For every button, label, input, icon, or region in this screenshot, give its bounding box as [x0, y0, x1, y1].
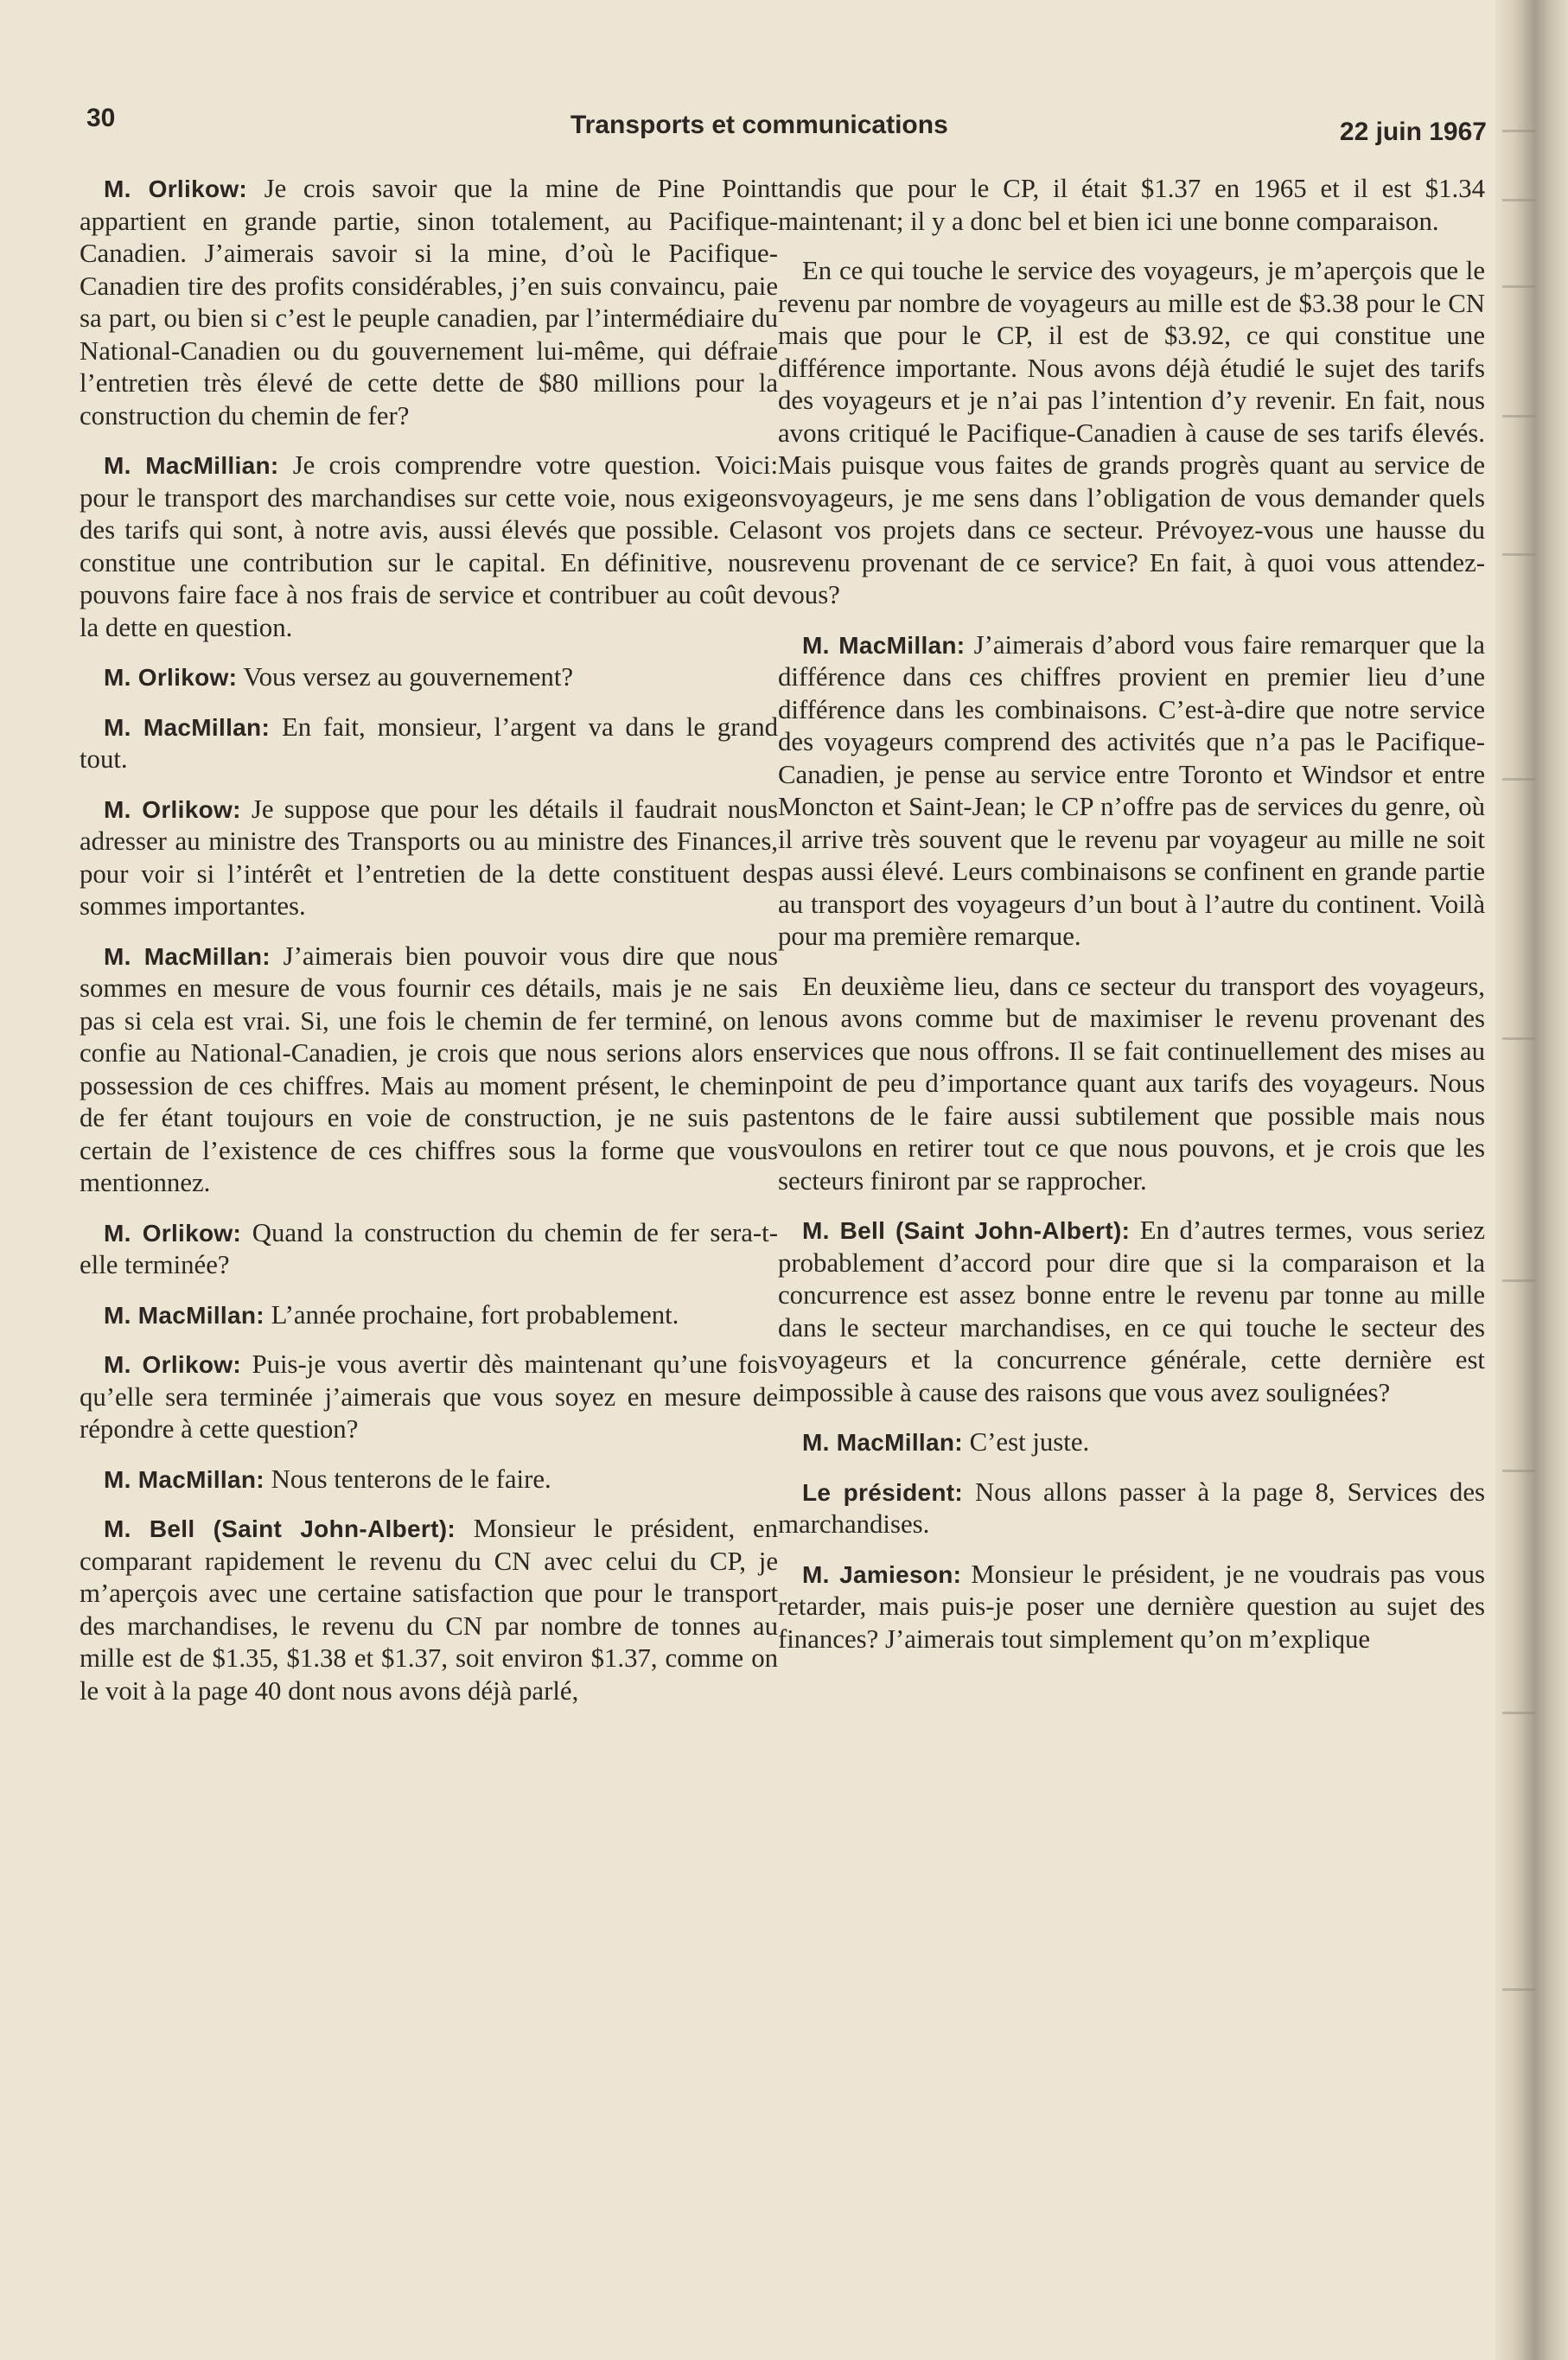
left-column [80, 173, 778, 1725]
speaker-name: M. MacMillian: [104, 452, 279, 479]
paragraph [80, 1513, 778, 1707]
paragraph [80, 1299, 778, 1332]
paragraph-text: En ce qui touche le service des voyageurs, je m’aperçois que le revenu par nombre de voyageurs au mille est de $3.38 pour le CN mais que pour le CP, il est de $3.92, ce qui constitue une différence importante. Nous avons déjà étudié le sujet des tarifs des voyageurs et je n’ai pas l’intention d’y revenir. En fait, nous avons critiqué le Pacifique-Canadien à cause de ses tarifs élevés. Mais puisque vous faites de grands progrès quant au service de voyageurs, je me sens dans l’obligation de vous demander quels sont vos projets dans ce secteur. Prévoyez-vous une hausse du revenu provenant de ce service? En fait, à quoi vous attendez-vous? [778, 256, 1485, 609]
paragraph [80, 1464, 778, 1496]
paragraph-text: J’aimerais d’abord vous faire remarquer que la différence dans ces chiffres provient en premier lieu d’une différence dans les combinaisons. C’est-à-dire que notre service des voyageurs comprend des activités que n’a pas le Pacifique-Canadien, je pense au service entre Toronto et Windsor et entre Moncton et Saint-Jean; le CP n’offre pas de services du genre, où il arrive très souvent que le revenu par voyageur au mille ne soit pas aussi élevé. Leurs combinaisons se confinent en grande partie au transport des voyageurs d’un bout à l’autre du continent. Voilà pour ma première remarque. [778, 629, 1485, 951]
running-title: Transports et communications [570, 111, 948, 139]
paragraph [778, 1559, 1485, 1656]
paragraph [80, 1349, 778, 1446]
speaker-name: M. MacMillan: [104, 1301, 265, 1329]
speaker-name: Le président: [802, 1478, 963, 1506]
paragraph-text: Vous versez au gouvernement? [243, 662, 574, 692]
paragraph [778, 173, 1485, 238]
page-number: 30 [86, 104, 116, 132]
speaker-name: M. Bell (Saint John-Albert): [802, 1217, 1131, 1244]
paragraph [778, 1426, 1485, 1459]
paragraph-text: tandis que pour le CP, il était $1.37 en 1965 et il est $1.34 maintenant; il y a donc bel et bien ici une bonne comparaison. [778, 174, 1485, 236]
speaker-name: M. MacMillan: [104, 713, 271, 741]
speaker-name: M. Orlikow: [104, 664, 238, 691]
paragraph-text: Puis-je vous avertir dès maintenant qu’une fois qu’elle sera terminée j’aimerais que vous soyez en mesure de répondre à cette question? [80, 1349, 778, 1444]
speaker-name: M. Bell (Saint John-Albert): [104, 1515, 456, 1542]
paragraph-text: Nous tenterons de le faire. [271, 1464, 551, 1494]
paragraph [80, 711, 778, 776]
paragraph-text: Je crois savoir que la mine de Pine Point appartient en grande partie, sinon totalement, au Pacifique-Canadien. J’aimerais savoir si la mine, d’où le Pacifique-Canadien tire des profits considérables, j’en suis convaincu, paie sa part, ou bien si c’est le peuple canadien, par l’intermédiaire du National-Canadien ou du gouvernement lui-même, qui défraie l’entretien très élevé de cette dette de $80 millions pour la construction du chemin de fer? [80, 174, 778, 431]
paragraph [80, 941, 778, 1200]
paragraph [80, 1217, 778, 1282]
paragraph-text: Quand la construction du chemin de fer sera-t-elle terminée? [80, 1217, 778, 1279]
paragraph [778, 971, 1485, 1198]
speaker-name: M. Orlikow: [104, 1351, 241, 1378]
speaker-name: M. Orlikow: [104, 795, 241, 823]
right-column [778, 173, 1485, 1673]
paragraph-text: En fait, monsieur, l’argent va dans le grand tout. [80, 711, 778, 774]
speaker-name: M. MacMillan: [104, 1465, 265, 1493]
paragraph-text: En deuxième lieu, dans ce secteur du transport des voyageurs, nous avons comme but de maximiser le revenu provenant des services que nous offrons. Il se fait continuellement des mises au point de peu d’importance quant aux tarifs des voyageurs. Nous tentons de le faire aussi subtilement que possible mais nous voulons en retirer tout ce que nous pouvons, et je crois que les secteurs finiront par se rapprocher. [778, 971, 1485, 1196]
speaker-name: M. Jamieson: [802, 1560, 962, 1588]
page-header [86, 97, 1487, 149]
paragraph-text: L’année prochaine, fort probablement. [271, 1299, 679, 1330]
speaker-name: M. MacMillan: [104, 942, 271, 970]
paragraph [80, 173, 778, 432]
speaker-name: M. Orlikow: [104, 175, 248, 202]
paragraph [80, 450, 778, 644]
paragraph-text: J’aimerais bien pouvoir vous dire que nous sommes en mesure de vous fournir ces détails, mais je ne sais pas si cela est vrai. Si, une fois le chemin de fer terminé, on le confie au National-Canadien, je crois que nous serions alors en possession de ces chiffres. Mais au moment présent, le chemin de fer étant toujours en voie de construction, je ne suis pas certain de l’existence de ces chiffres sous la forme que vous mentionnez. [80, 941, 778, 1197]
paragraph [778, 629, 1485, 954]
paragraph-text: Monsieur le président, en comparant rapidement le revenu du CN avec celui du CP, je m’aperçois avec une certaine satisfaction que pour le transport des marchandises, le revenu du CN par nombre de tonnes au mille est de $1.35, $1.38 et $1.37, soit environ $1.37, comme on le voit à la page 40 dont nous avons déjà parlé, [80, 1514, 778, 1706]
paragraph [80, 794, 778, 923]
paragraph-text: Monsieur le président, je ne voudrais pas vous retarder, mais puis-je poser une dernière question au sujet des finances? J’aimerais tout simplement qu’on m’explique [778, 1559, 1485, 1654]
paragraph [778, 1215, 1485, 1409]
paragraph-text: C’est juste. [969, 1427, 1090, 1457]
paragraph-text: Nous allons passer à la page 8, Services des marchandises. [778, 1477, 1485, 1539]
paragraph [778, 1477, 1485, 1541]
issue-date: 22 juin 1967 [1339, 118, 1487, 146]
paragraph-text: Je crois comprendre votre question. Voici: pour le transport des marchandises sur cette voie, nous exigeons des tarifs qui sont, à notre avis, aussi élevés que possible. Cela constitue une contribution sur le capital. En définitive, nous pouvons faire face à nos frais de service et contribuer au coût de la dette en question. [80, 450, 779, 642]
speaker-name: M. MacMillan: [802, 1429, 963, 1456]
speaker-name: M. MacMillan: [802, 631, 966, 659]
paragraph-text: En d’autres termes, vous seriez probablement d’accord pour dire que si la comparaison et la concurrence est assez bonne entre le revenu par tonne au mille dans le secteur marchandises, en ce qui touche le secteur des voyageurs et la concurrence générale, cette dernière est impossible à cause des raisons que vous avez soulignées? [778, 1215, 1485, 1407]
page-edge [1495, 0, 1568, 2360]
paragraph [778, 255, 1485, 612]
paragraph [80, 661, 778, 694]
speaker-name: M. Orlikow: [104, 1219, 242, 1247]
paragraph-text: Je suppose que pour les détails il faudrait nous adresser au ministre des Transports ou au ministre des Finances, pour voir si l’intérêt et l’entretien de la dette constituent des sommes importantes. [80, 794, 778, 921]
